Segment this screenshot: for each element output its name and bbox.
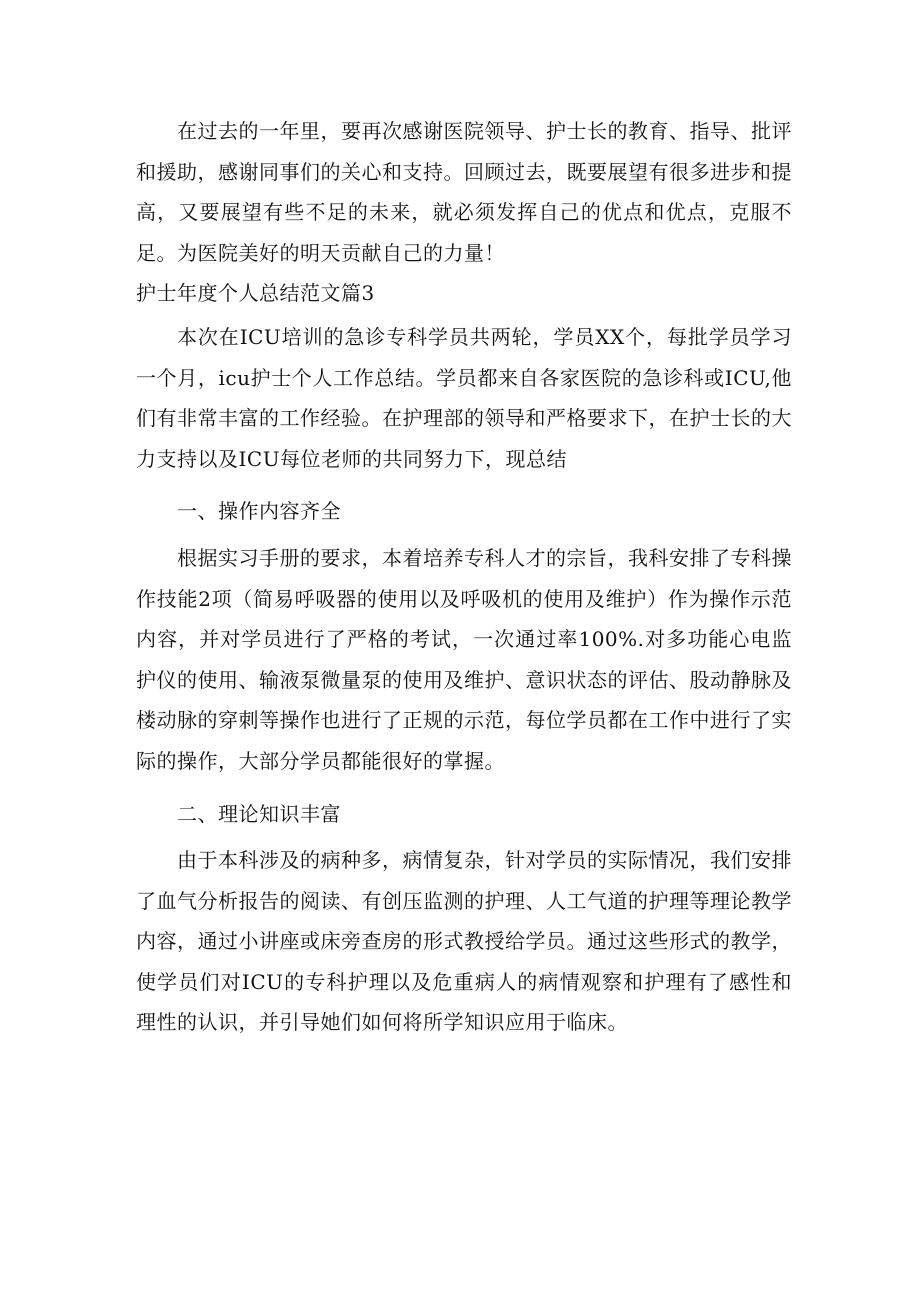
paragraph-thanks: 在过去的一年里，要再次感谢医院领导、护士长的教育、指导、批评和援助，感谢同事们的关心和支持。回顾过去，既要展望有很多进步和提高，又要展望有些不足的未来，就必须发挥自己的优点和优点，克服不足。为医院美好的明天贡献自己的力量！ xyxy=(136,119,792,265)
section-title-theory: 二、理论知识丰富 xyxy=(177,801,341,826)
section-heading: 护士年度个人总结范文篇3 xyxy=(136,281,375,306)
paragraph-intro: 本次在ICU培训的急诊专科学员共两轮，学员XX个，每批学员学习一个月，icu护士个人工作总结。学员都来自各家医院的急诊科或ICU,他们有非常丰富的工作经验。在护理部的领导和严格要求下，在护士长的大力支持以及ICU每位老师的共同努力下，现总结 xyxy=(136,324,792,471)
document-page xyxy=(136,111,792,1043)
section-title-operations: 一、操作内容齐全 xyxy=(177,499,341,524)
paragraph-theory: 由于本科涉及的病种多，病情复杂，针对学员的实际情况，我们安排了血气分析报告的阅读、有创压监测的护理、人工气道的护理等理论教学内容，通过小讲座或床旁查房的形式教授给学员。通过这些形式的教学，使学员们对ICU的专科护理以及危重病人的病情观察和护理有了感性和理性的认识，并引导她们如何将所学知识应用于临床。 xyxy=(136,848,792,1035)
paragraph-operations: 根据实习手册的要求，本着培养专科人才的宗旨，我科安排了专科操作技能2项（简易呼吸器的使用以及呼吸机的使用及维护）作为操作示范内容，并对学员进行了严格的考试，一次通过率100%.对多功能心电监护仪的使用、输液泵微量泵的使用及维护、意识状态的评估、股动静脉及楼动脉的穿刺等操作也进行了正规的示范，每位学员都在工作中进行了实际的操作，大部分学员都能很好的掌握。 xyxy=(136,545,792,773)
